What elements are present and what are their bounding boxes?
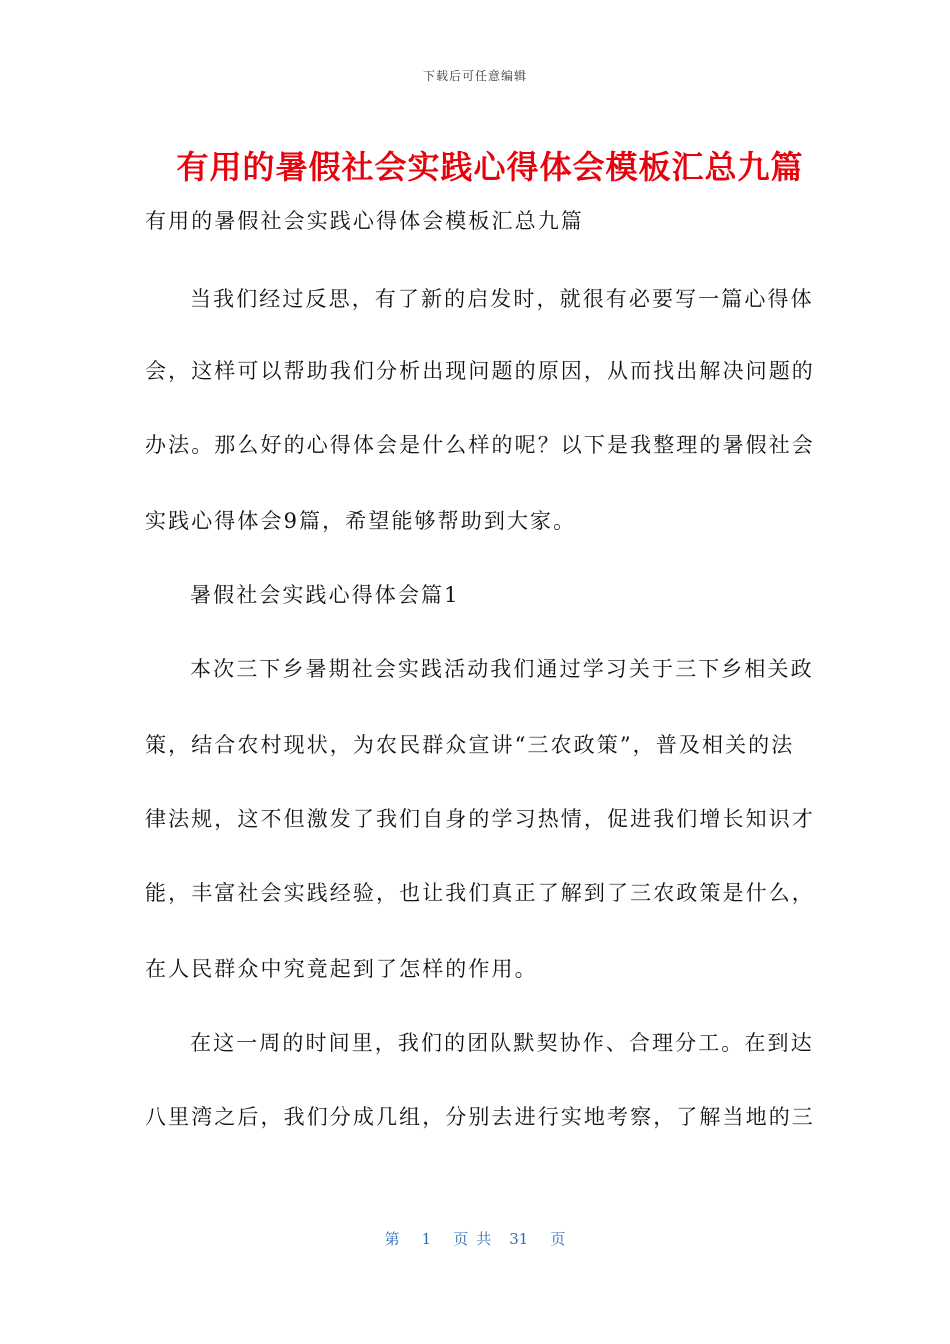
paragraph-line: 能，丰富社会实践经验，也让我们真正了解到了三农政策是什么， [145, 881, 815, 905]
paragraph-line: 在人民群众中究竟起到了怎样的作用。 [145, 957, 538, 981]
paragraph-line: 本次三下乡暑期社会实践活动我们通过学习关于三下乡相关政 [190, 657, 814, 681]
paragraph-line: 律法规，这不但激发了我们自身的学习热情，促进我们增长知识才 [145, 807, 815, 831]
paragraph-line: 八里湾之后，我们分成几组，分别去进行实地考察，了解当地的三 [145, 1105, 815, 1129]
page-label-suffix: 页 [550, 1230, 566, 1248]
subtitle-line: 有用的暑假社会实践心得体会模板汇总九篇 [145, 209, 584, 233]
header-note: 下载后可任意编辑 [422, 69, 527, 83]
current-page-number: 1 [421, 1230, 432, 1248]
paragraph-line: 会，这样可以帮助我们分析出现问题的原因，从而找出解决问题的 [145, 359, 815, 383]
page-label-mid: 页共 [453, 1230, 500, 1248]
paragraph-line: 实践心得体会9篇，希望能够帮助到大家。 [145, 509, 577, 533]
paragraph-line: 当我们经过反思，有了新的启发时，就很有必要写一篇心得体 [190, 287, 814, 311]
section-heading: 暑假社会实践心得体会篇1 [190, 583, 460, 607]
paragraph-line: 在这一周的时间里，我们的团队默契协作、合理分工。在到达 [190, 1031, 814, 1055]
paragraph-line: 策，结合农村现状，为农民群众宣讲“三农政策”，普及相关的法 [145, 733, 795, 757]
document-title: 有用的暑假社会实践心得体会模板汇总九篇 [176, 148, 804, 186]
page-label-prefix: 第 [384, 1230, 400, 1248]
page-footer [0, 1228, 950, 1249]
total-pages-number: 31 [509, 1230, 529, 1248]
paragraph-line: 办法。那么好的心得体会是什么样的呢？以下是我整理的暑假社会 [145, 433, 815, 457]
